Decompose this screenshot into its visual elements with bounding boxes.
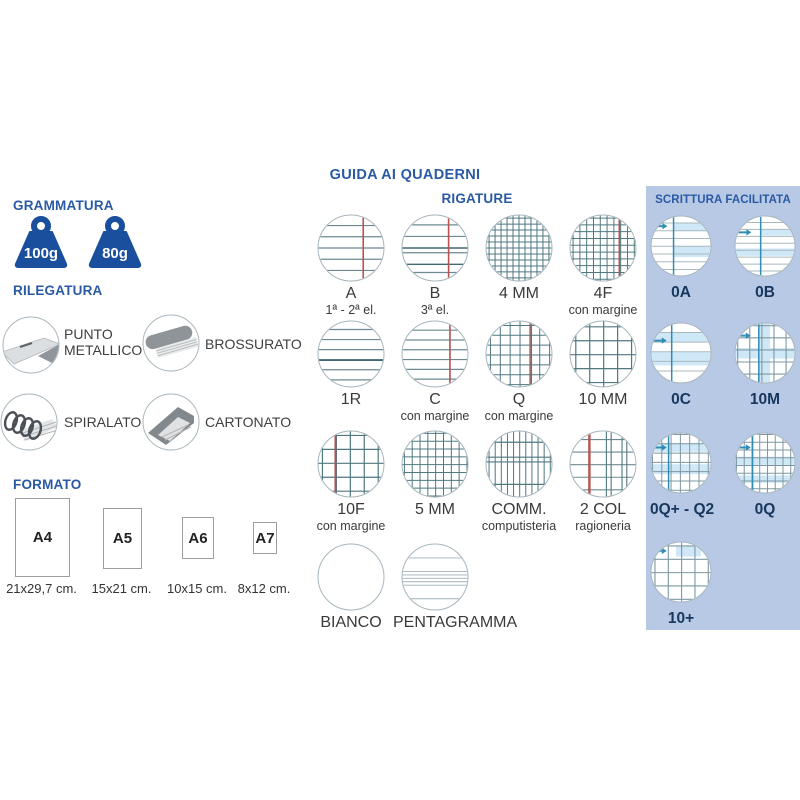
scrittura-facilitata-label: 10+ xyxy=(667,610,695,627)
paper-format-dimensions: 10x15 cm. xyxy=(167,581,227,596)
rigature-label: 5 MM xyxy=(415,501,455,518)
rigature-item xyxy=(309,214,393,317)
ruling-5mm-icon xyxy=(393,430,477,498)
rigature-item xyxy=(477,320,561,423)
ruling-2col-icon xyxy=(561,430,645,498)
scrittura-facilitata-item xyxy=(650,322,712,409)
scrittura-facilitata-label: 10M xyxy=(749,391,781,408)
ruling-10mm-icon xyxy=(561,320,645,388)
weight-100g-icon xyxy=(14,216,68,277)
rigature-label: 10F xyxy=(337,501,365,518)
rigature-label: 2 COL xyxy=(579,501,627,518)
scrittura-facilitata-heading: SCRITTURA FACILITATA xyxy=(655,194,791,206)
scrittura-facilitata-item xyxy=(734,432,796,519)
page-title: GUIDA AI QUADERNI xyxy=(329,167,481,183)
ruling-music-staff-icon xyxy=(393,543,477,611)
rigature-item xyxy=(477,430,561,533)
rigature-item xyxy=(309,430,393,533)
rigature-label: COMM. xyxy=(491,501,547,518)
rigature-sublabel: computisteria xyxy=(481,519,557,533)
rigature-sublabel: con margine xyxy=(316,519,386,533)
scrittura-facilitata-label: 0A xyxy=(671,284,691,301)
rigature-item xyxy=(477,214,561,303)
sf-0q-plus-q2-icon xyxy=(650,432,712,494)
rigature-item xyxy=(561,214,645,317)
paper-format-dimensions: 21x29,7 cm. xyxy=(6,581,77,596)
binding-type-label: BROSSURATO xyxy=(205,336,302,352)
rigature-label: 10 MM xyxy=(578,391,628,408)
paper-format-label: A6 xyxy=(188,529,208,547)
scrittura-facilitata-panel xyxy=(646,186,800,630)
binding-type-label: CARTONATO xyxy=(205,414,292,430)
rigature-sublabel: 1ª - 2ª el. xyxy=(325,303,377,317)
rigature-sublabel: con margine xyxy=(568,303,638,317)
rigature-item xyxy=(393,543,518,632)
ruling-1r-icon xyxy=(309,320,393,388)
scrittura-facilitata-item xyxy=(734,215,796,302)
binding-type-label: SPIRALATO xyxy=(64,414,142,430)
paper-format-a5 xyxy=(103,508,142,569)
scrittura-facilitata-item xyxy=(650,432,715,519)
svg-text:100g: 100g xyxy=(23,245,59,262)
ruling-b-icon xyxy=(393,214,477,282)
ruling-a-icon xyxy=(309,214,393,282)
ruling-q-icon xyxy=(477,320,561,388)
sf-0b-icon xyxy=(734,215,796,277)
rigature-item xyxy=(309,543,393,632)
spiral-binding-icon xyxy=(0,393,58,456)
formato-heading: FORMATO xyxy=(13,477,82,492)
sf-0a-icon xyxy=(650,215,712,277)
rigature-label: Q xyxy=(512,391,526,408)
ruling-4mm-icon xyxy=(477,214,561,282)
scrittura-facilitata-label: 0B xyxy=(755,284,775,301)
rigature-sublabel: ragioneria xyxy=(575,519,631,533)
staple-binding-icon xyxy=(2,316,60,379)
grammatura-heading: GRAMMATURA xyxy=(13,198,114,213)
scrittura-facilitata-label: 0Q+ - Q2 xyxy=(650,501,715,518)
ruling-4f-icon xyxy=(561,214,645,282)
paper-format-a4 xyxy=(15,498,70,577)
paper-format-dimensions: 15x21 cm. xyxy=(91,581,152,596)
binding-type-label: PUNTO METALLICO xyxy=(64,326,143,358)
paper-format-label: A5 xyxy=(112,530,133,547)
rigature-label: BIANCO xyxy=(320,614,382,631)
scrittura-facilitata-label: 0Q xyxy=(754,501,776,518)
scrittura-facilitata-item xyxy=(650,541,712,628)
rilegatura-heading: RILEGATURA xyxy=(13,283,103,298)
rigature-label: 1R xyxy=(340,391,362,408)
weight-80g-icon xyxy=(88,216,142,277)
sf-10-plus-icon xyxy=(650,541,712,603)
paper-weight-group xyxy=(14,216,142,277)
rigature-label: 4F xyxy=(593,285,613,302)
rigature-label: A xyxy=(345,285,357,302)
scrittura-facilitata-label: 0C xyxy=(671,391,691,408)
rigature-label: B xyxy=(429,285,441,302)
rigature-item xyxy=(393,214,477,317)
sf-0q-icon xyxy=(734,432,796,494)
sf-10m-icon xyxy=(734,322,796,384)
rigature-item xyxy=(561,430,645,533)
rigature-item xyxy=(393,320,477,423)
rigature-sublabel: con margine xyxy=(400,409,470,423)
scrittura-facilitata-item xyxy=(650,215,712,302)
rigature-label: PENTAGRAMMA xyxy=(393,614,518,631)
paper-format-label: A4 xyxy=(32,529,53,546)
rigature-item xyxy=(393,430,477,519)
rigature-heading: RIGATURE xyxy=(441,191,513,206)
ruling-c-icon xyxy=(393,320,477,388)
paper-format-dimensions: 8x12 cm. xyxy=(237,581,291,596)
rigature-item xyxy=(309,320,393,409)
paper-format-label: A7 xyxy=(255,529,275,547)
paper-format-a7 xyxy=(253,522,277,554)
rigature-label: C xyxy=(429,391,441,408)
ruling-comm-icon xyxy=(477,430,561,498)
scrittura-facilitata-item xyxy=(734,322,796,409)
perfect-binding-icon xyxy=(142,314,200,377)
ruling-10f-icon xyxy=(309,430,393,498)
hardcover-binding-icon xyxy=(142,393,200,456)
rigature-label: 4 MM xyxy=(499,285,539,302)
sf-0c-icon xyxy=(650,322,712,384)
rigature-sublabel: con margine xyxy=(484,409,554,423)
svg-text:80g: 80g xyxy=(102,245,128,262)
rigature-sublabel: 3ª el. xyxy=(420,303,450,317)
rigature-item xyxy=(561,320,645,409)
ruling-blank-icon xyxy=(309,543,393,611)
paper-format-a6 xyxy=(182,517,214,559)
